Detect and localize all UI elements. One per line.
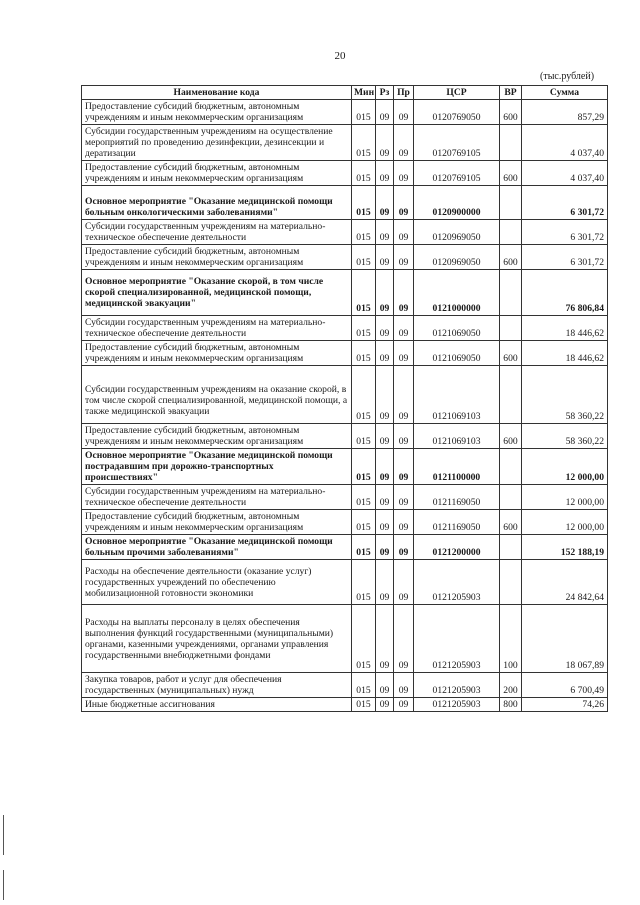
row-vr — [500, 485, 522, 510]
row-sum: 6 301,72 — [522, 245, 608, 270]
row-csr: 0121205903 — [414, 560, 500, 605]
row-pr: 09 — [394, 316, 414, 341]
row-sum: 4 037,40 — [522, 125, 608, 161]
row-vr: 600 — [500, 424, 522, 449]
row-min: 015 — [352, 270, 376, 316]
row-vr — [500, 535, 522, 560]
row-vr — [500, 316, 522, 341]
row-csr: 0121000000 — [414, 270, 500, 316]
row-rz: 09 — [376, 673, 394, 698]
row-vr — [500, 186, 522, 220]
row-sum: 18 067,89 — [522, 605, 608, 673]
row-pr: 09 — [394, 673, 414, 698]
row-vr: 100 — [500, 605, 522, 673]
table-row — [82, 270, 608, 316]
table-row — [82, 245, 608, 270]
row-min: 015 — [352, 485, 376, 510]
row-rz: 09 — [376, 245, 394, 270]
row-name: Предоставление субсидий бюджетным, автономным учреждениям и иным некоммерческим организациям — [82, 341, 352, 366]
row-name: Предоставление субсидий бюджетным, автономным учреждениям и иным некоммерческим организациям — [82, 424, 352, 449]
row-min: 015 — [352, 161, 376, 186]
row-pr: 09 — [394, 698, 414, 712]
row-pr: 09 — [394, 270, 414, 316]
table-row — [82, 605, 608, 673]
table-row — [82, 220, 608, 245]
row-name: Предоставление субсидий бюджетным, автономным учреждениям и иным некоммерческим организациям — [82, 245, 352, 270]
row-pr: 09 — [394, 424, 414, 449]
row-min: 015 — [352, 698, 376, 712]
row-rz: 09 — [376, 125, 394, 161]
row-rz: 09 — [376, 605, 394, 673]
row-rz: 09 — [376, 698, 394, 712]
row-pr: 09 — [394, 161, 414, 186]
table-row — [82, 424, 608, 449]
row-sum: 12 000,00 — [522, 485, 608, 510]
row-name: Основное мероприятие "Оказание медицинской помощи больным онкологическими заболеваниями" — [82, 186, 352, 220]
row-name: Субсидии государственным учреждениям на оказание скорой, в том числе скорой специализированной, медицинской помощи, а также медицинской эвакуации — [82, 366, 352, 424]
row-sum: 74,26 — [522, 698, 608, 712]
table-row — [82, 510, 608, 535]
row-csr: 0120769050 — [414, 100, 500, 125]
row-pr: 09 — [394, 220, 414, 245]
row-csr: 0120969050 — [414, 245, 500, 270]
row-vr: 200 — [500, 673, 522, 698]
header-rz: Рз — [376, 86, 394, 100]
row-min: 015 — [352, 673, 376, 698]
row-vr — [500, 220, 522, 245]
budget-table — [81, 85, 608, 712]
row-name: Субсидии государственным учреждениям на осуществление мероприятий по проведению дезинфекции, дезинсекции и дератизации — [82, 125, 352, 161]
scan-edge-mark — [3, 870, 4, 900]
row-csr: 0121100000 — [414, 449, 500, 485]
row-name: Основное мероприятие "Оказание медицинской помощи больным прочими заболеваниями" — [82, 535, 352, 560]
header-min: Мин — [352, 86, 376, 100]
row-min: 015 — [352, 366, 376, 424]
table-row — [82, 125, 608, 161]
row-csr: 0121205903 — [414, 698, 500, 712]
row-sum: 76 806,84 — [522, 270, 608, 316]
row-vr — [500, 560, 522, 605]
table-row — [82, 100, 608, 125]
table-header-row — [82, 86, 608, 100]
table-row — [82, 673, 608, 698]
row-vr: 600 — [500, 161, 522, 186]
row-rz: 09 — [376, 100, 394, 125]
row-pr: 09 — [394, 449, 414, 485]
row-rz: 09 — [376, 510, 394, 535]
row-pr: 09 — [394, 100, 414, 125]
table-row — [82, 186, 608, 220]
row-csr: 0120769105 — [414, 125, 500, 161]
row-csr: 0120769105 — [414, 161, 500, 186]
row-name: Субсидии государственным учреждениям на материально-техническое обеспечение деятельности — [82, 220, 352, 245]
row-vr: 600 — [500, 341, 522, 366]
row-vr — [500, 366, 522, 424]
row-min: 015 — [352, 424, 376, 449]
table-row — [82, 698, 608, 712]
row-min: 015 — [352, 605, 376, 673]
row-csr: 0121069050 — [414, 316, 500, 341]
row-name: Иные бюджетные ассигнования — [82, 698, 352, 712]
row-rz: 09 — [376, 485, 394, 510]
row-vr: 600 — [500, 100, 522, 125]
row-min: 015 — [352, 341, 376, 366]
row-min: 015 — [352, 510, 376, 535]
row-pr: 09 — [394, 510, 414, 535]
row-min: 015 — [352, 316, 376, 341]
row-min: 015 — [352, 245, 376, 270]
units-label: (тыс.рублей) — [540, 71, 595, 82]
row-vr — [500, 449, 522, 485]
row-vr: 600 — [500, 510, 522, 535]
row-name: Расходы на выплаты персоналу в целях обеспечения выполнения функций государственными (муниципальными) органами, казенными учреждениями, органами управления государственными внебюджетными фондами — [82, 605, 352, 673]
table-row — [82, 485, 608, 510]
row-csr: 0121205903 — [414, 673, 500, 698]
row-rz: 09 — [376, 220, 394, 245]
row-name: Расходы на обеспечение деятельности (оказание услуг) государственных учреждений по обеспечению мобилизационной готовности экономики — [82, 560, 352, 605]
row-pr: 09 — [394, 605, 414, 673]
table-row — [82, 161, 608, 186]
row-pr: 09 — [394, 560, 414, 605]
row-name: Закупка товаров, работ и услуг для обеспечения государственных (муниципальных) нужд — [82, 673, 352, 698]
table-row — [82, 316, 608, 341]
row-min: 015 — [352, 186, 376, 220]
header-pr: Пр — [394, 86, 414, 100]
row-sum: 58 360,22 — [522, 366, 608, 424]
page-number: 20 — [334, 50, 346, 62]
scan-edge-mark — [3, 815, 4, 855]
row-rz: 09 — [376, 161, 394, 186]
table-row — [82, 449, 608, 485]
row-rz: 09 — [376, 341, 394, 366]
row-rz: 09 — [376, 270, 394, 316]
row-csr: 0121200000 — [414, 535, 500, 560]
row-sum: 12 000,00 — [522, 449, 608, 485]
table-row — [82, 535, 608, 560]
row-min: 015 — [352, 535, 376, 560]
row-name: Субсидии государственным учреждениям на материально-техническое обеспечение деятельности — [82, 316, 352, 341]
row-rz: 09 — [376, 316, 394, 341]
table-row — [82, 366, 608, 424]
row-pr: 09 — [394, 186, 414, 220]
row-vr — [500, 270, 522, 316]
row-rz: 09 — [376, 535, 394, 560]
row-name: Основное мероприятие "Оказание скорой, в том числе скорой специализированной, медицинской помощи, медицинской эвакуации" — [82, 270, 352, 316]
row-sum: 857,29 — [522, 100, 608, 125]
row-min: 015 — [352, 560, 376, 605]
row-sum: 58 360,22 — [522, 424, 608, 449]
row-rz: 09 — [376, 449, 394, 485]
row-pr: 09 — [394, 366, 414, 424]
table-body — [82, 100, 608, 712]
row-csr: 0121069050 — [414, 341, 500, 366]
row-csr: 0121169050 — [414, 485, 500, 510]
row-csr: 0121069103 — [414, 424, 500, 449]
row-sum: 6 301,72 — [522, 220, 608, 245]
row-rz: 09 — [376, 424, 394, 449]
row-csr: 0121069103 — [414, 366, 500, 424]
row-rz: 09 — [376, 186, 394, 220]
row-sum: 18 446,62 — [522, 341, 608, 366]
header-name: Наименование кода — [82, 86, 352, 100]
row-min: 015 — [352, 125, 376, 161]
row-vr: 800 — [500, 698, 522, 712]
row-sum: 6 700,49 — [522, 673, 608, 698]
row-name: Предоставление субсидий бюджетным, автономным учреждениям и иным некоммерческим организациям — [82, 100, 352, 125]
row-name: Основное мероприятие "Оказание медицинской помощи пострадавшим при дорожно-транспортных происшествиях" — [82, 449, 352, 485]
row-csr: 0120969050 — [414, 220, 500, 245]
header-vr: ВР — [500, 86, 522, 100]
row-min: 015 — [352, 220, 376, 245]
row-pr: 09 — [394, 535, 414, 560]
table-row — [82, 560, 608, 605]
row-sum: 4 037,40 — [522, 161, 608, 186]
row-pr: 09 — [394, 341, 414, 366]
row-sum: 24 842,64 — [522, 560, 608, 605]
table-row — [82, 341, 608, 366]
header-csr: ЦСР — [414, 86, 500, 100]
row-sum: 12 000,00 — [522, 510, 608, 535]
row-name: Предоставление субсидий бюджетным, автономным учреждениям и иным некоммерческим организациям — [82, 161, 352, 186]
row-sum: 152 188,19 — [522, 535, 608, 560]
row-sum: 18 446,62 — [522, 316, 608, 341]
row-csr: 0120900000 — [414, 186, 500, 220]
row-name: Субсидии государственным учреждениям на материально-техническое обеспечение деятельности — [82, 485, 352, 510]
row-rz: 09 — [376, 366, 394, 424]
row-rz: 09 — [376, 560, 394, 605]
row-sum: 6 301,72 — [522, 186, 608, 220]
row-csr: 0121205903 — [414, 605, 500, 673]
row-csr: 0121169050 — [414, 510, 500, 535]
row-min: 015 — [352, 100, 376, 125]
row-name: Предоставление субсидий бюджетным, автономным учреждениям и иным некоммерческим организациям — [82, 510, 352, 535]
row-min: 015 — [352, 449, 376, 485]
row-vr — [500, 125, 522, 161]
header-sum: Сумма — [522, 86, 608, 100]
row-vr: 600 — [500, 245, 522, 270]
row-pr: 09 — [394, 125, 414, 161]
row-pr: 09 — [394, 485, 414, 510]
row-pr: 09 — [394, 245, 414, 270]
